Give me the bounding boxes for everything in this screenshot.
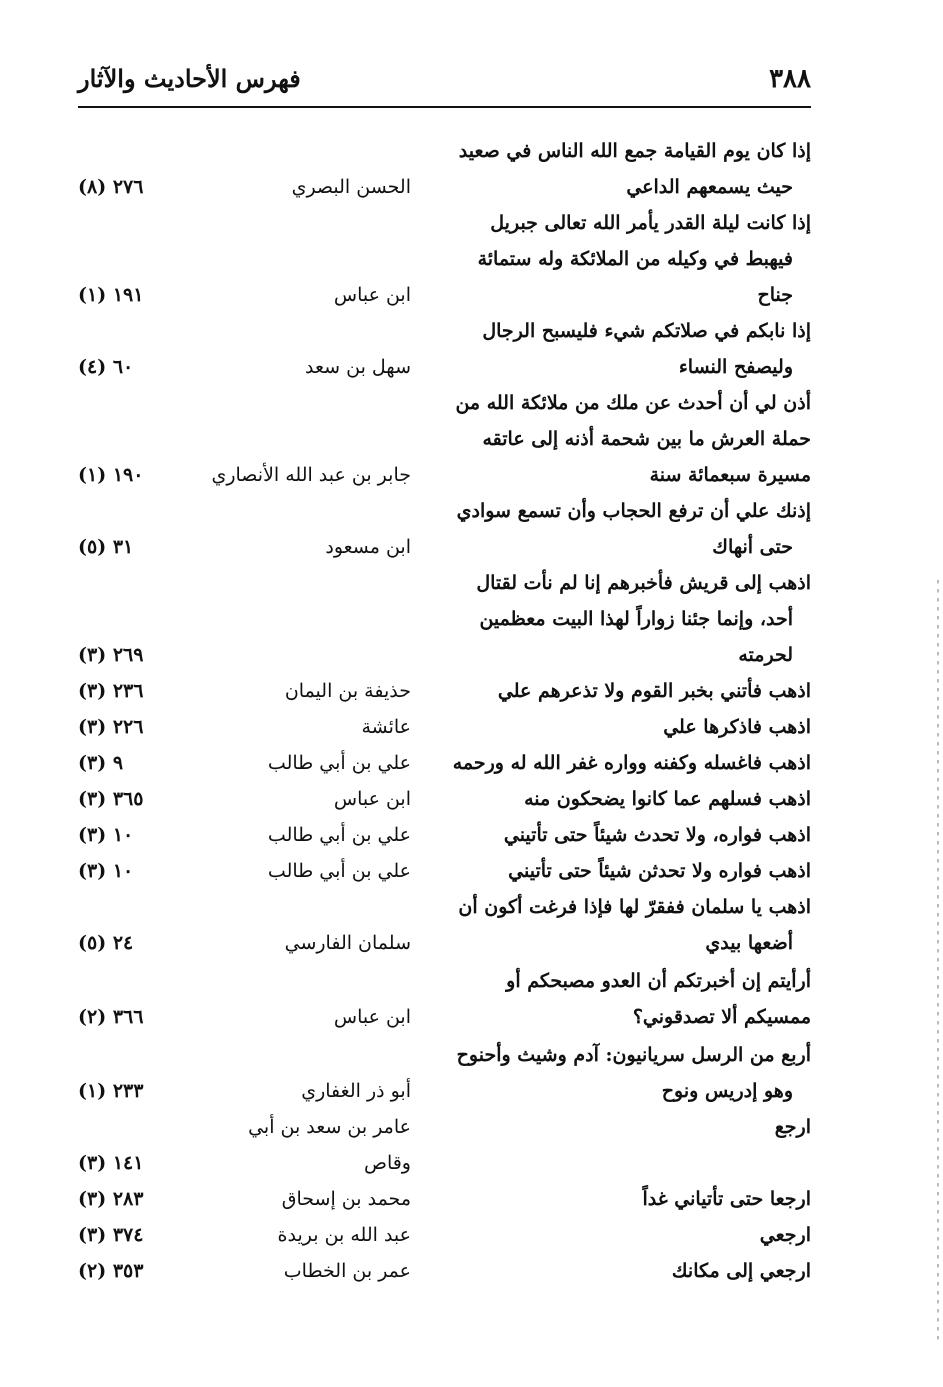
reference: (٣) ١٤١ — [78, 1152, 144, 1174]
hadith-text-line: مسيرة سبعمائة سنة — [649, 464, 811, 486]
running-title: فهرس الأحاديث والآثار — [78, 64, 301, 93]
reference: (٣) ٩ — [78, 752, 124, 774]
header-rule — [78, 106, 811, 108]
reference: (٥) ٢٤ — [78, 932, 134, 954]
hadith-text-line: إذنك علي أن ترفع الحجاب وأن تسمع سوادي — [456, 500, 811, 522]
index-entry — [78, 313, 811, 385]
hadith-text-line: إذا نابكم في صلاتكم شيء فليسبح الرجال — [482, 320, 811, 342]
hadith-text-line: اذهب إلى قريش فأخبرهم إنا لم نأت لقتال — [476, 572, 811, 594]
index-entry — [78, 1253, 811, 1289]
index-entry — [78, 493, 811, 565]
index-entry — [78, 205, 811, 313]
index-entry — [78, 709, 811, 745]
index-entry — [78, 385, 811, 493]
hadith-text-line: ارجعي إلى مكانك — [671, 1260, 811, 1282]
narrator: عائشة — [361, 716, 411, 738]
narrator: سلمان الفارسي — [284, 932, 411, 954]
hadith-text-line: أذن لي أن أحدث عن ملك من ملائكة الله من — [455, 392, 811, 414]
hadith-text-line: فيهبط في وكيله من الملائكة وله ستمائة — [477, 248, 793, 270]
narrator: سهل بن سعد — [305, 356, 411, 378]
reference: (٣) ٣٦٥ — [78, 788, 144, 810]
hadith-text-line: حتى أنهاك — [712, 536, 793, 558]
page-header — [78, 60, 811, 100]
narrator: أبو ذر الغفاري — [301, 1080, 411, 1102]
hadith-text-line: وليصفح النساء — [678, 356, 793, 378]
index-entry — [78, 817, 811, 853]
reference: (٥) ٣١ — [78, 536, 134, 558]
reference: (٣) ٢٣٦ — [78, 680, 144, 702]
narrator: ابن عباس — [333, 788, 411, 810]
page-number: ٣٨٨ — [769, 64, 811, 94]
hadith-text-line: اذهب يا سلمان ففقرّ لها فإذا فرغت أكون أن — [458, 896, 811, 918]
hadith-text-line: إذا كان يوم القيامة جمع الله الناس في صعيد — [458, 140, 811, 162]
hadith-text-line: اذهب فاذكرها علي — [663, 716, 811, 738]
reference: (١) ١٩١ — [78, 284, 144, 306]
narrator: عمر بن الخطاب — [283, 1260, 411, 1282]
reference: (٢) ٣٥٣ — [78, 1260, 144, 1282]
narrator: علي بن أبي طالب — [267, 860, 411, 882]
reference: (٤) ٦٠ — [78, 356, 134, 378]
index-entry — [78, 1217, 811, 1253]
hadith-text-line: جناح — [757, 284, 793, 306]
hadith-text-line: اذهب فواره، ولا تحدث شيئاً حتى تأتيني — [503, 824, 811, 846]
hadith-text-line: إذا كانت ليلة القدر يأمر الله تعالى جبريل — [490, 212, 811, 234]
narrator: ابن مسعود — [325, 536, 411, 558]
narrator: جابر بن عبد الله الأنصاري — [211, 464, 411, 486]
narrator: حذيفة بن اليمان — [284, 680, 411, 702]
reference: (٣) ١٠ — [78, 860, 134, 882]
hadith-text-line: اذهب فأتني بخبر القوم ولا تذعرهم علي — [497, 680, 811, 702]
hadith-text-line: اذهب فاغسله وكفنه وواره غفر الله له ورحمه — [452, 752, 811, 774]
reference: (٣) ٣٧٤ — [78, 1224, 144, 1246]
index-entry — [78, 781, 811, 817]
hadith-text-line: ممسيكم ألا تصدقوني؟ — [632, 1006, 811, 1028]
narrator: عامر بن سعد بن أبي — [248, 1116, 411, 1138]
narrator: محمد بن إسحاق — [281, 1188, 411, 1210]
scan-margin-dots — [937, 580, 939, 1340]
index-entry — [78, 853, 811, 889]
reference: (٢) ٣٦٦ — [78, 1006, 144, 1028]
index-entry — [78, 133, 811, 205]
index-entry — [78, 963, 811, 1035]
index-entry — [78, 1037, 811, 1109]
index-entry — [78, 889, 811, 961]
hadith-text-line: أرأيتم إن أخبرتكم أن العدو مصبحكم أو — [506, 970, 811, 992]
narrator: عبد الله بن بريدة — [277, 1224, 411, 1246]
hadith-text-line: أحد، وإنما جئنا زواراً لهذا البيت معظمين — [479, 608, 793, 630]
narrator: علي بن أبي طالب — [267, 752, 411, 774]
reference: (١) ١٩٠ — [78, 464, 144, 486]
hadith-text-line: وهو إدريس ونوح — [661, 1080, 793, 1102]
narrator: ابن عباس — [333, 1006, 411, 1028]
reference: (٨) ٢٧٦ — [78, 176, 144, 198]
hadith-text-line: اذهب فواره ولا تحدثن شيئاً حتى تأتيني — [508, 860, 811, 882]
hadith-text-line: اذهب فسلهم عما كانوا يضحكون منه — [524, 788, 811, 810]
reference: (٣) ٢٨٣ — [78, 1188, 144, 1210]
narrator: ابن عباس — [333, 284, 411, 306]
hadith-text-line: حملة العرش ما بين شحمة أذنه إلى عاتقه — [482, 428, 811, 450]
reference: (٣) ٢٦٩ — [78, 644, 144, 666]
hadith-text-line: حيث يسمعهم الداعي — [626, 176, 793, 198]
hadith-text-line: ارجعا حتى تأتياني غداً — [642, 1188, 811, 1210]
hadith-text-line: لحرمته — [738, 644, 793, 666]
reference: (١) ٢٣٣ — [78, 1080, 144, 1102]
hadith-text-line: أضعها بيدي — [705, 932, 793, 954]
hadith-text-line: ارجع — [774, 1116, 811, 1138]
index-entry — [78, 565, 811, 673]
index-entry — [78, 1181, 811, 1217]
reference: (٣) ١٠ — [78, 824, 134, 846]
narrator: علي بن أبي طالب — [267, 824, 411, 846]
narrator: وقاص — [363, 1152, 411, 1174]
narrator: الحسن البصري — [291, 176, 411, 198]
hadith-text-line: ارجعي — [759, 1224, 811, 1246]
index-entry — [78, 1109, 811, 1181]
hadith-text-line: أربع من الرسل سريانيون: آدم وشيث وأحنوح — [456, 1044, 811, 1066]
index-entry — [78, 745, 811, 781]
index-entry — [78, 673, 811, 709]
reference: (٣) ٢٢٦ — [78, 716, 144, 738]
